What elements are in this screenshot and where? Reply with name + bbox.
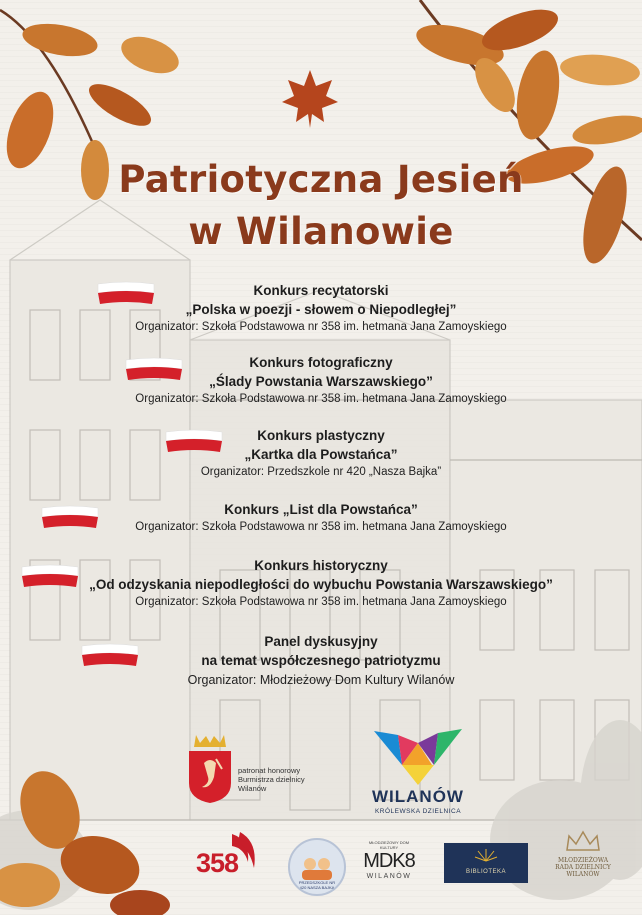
event-title: Konkurs recytatorski <box>253 283 389 298</box>
event-title: Konkurs historyczny <box>254 558 388 573</box>
crown-icon <box>565 830 601 852</box>
mdk-top-label: MŁODZIEŻOWY DOM KULTURY <box>368 840 410 850</box>
event-photography <box>0 353 642 408</box>
warsaw-coat-of-arms-icon <box>186 733 234 805</box>
event-subtitle: „Polska w poezji - słowem o Niepodległej” <box>185 302 457 317</box>
patronage-line2: Burmistrza dzielnicy <box>238 775 305 784</box>
kindergarten-420-logo <box>288 838 346 896</box>
patronage-line3: Wilanów <box>238 784 267 793</box>
event-organizer: Organizator: Szkoła Podstawowa nr 358 im. hetmana Jana Zamoyskiego <box>135 521 507 533</box>
event-organizer: Organizator: Młodzieżowy Dom Kultury Wilanów <box>187 673 455 687</box>
council-line1: MŁODZIEŻOWA <box>557 857 609 864</box>
school-number: 358 <box>196 848 239 878</box>
maple-leaf-icon <box>280 68 340 130</box>
sun-rays-icon <box>474 847 498 863</box>
event-subtitle: na temat współczesnego patriotyzmu <box>201 653 441 668</box>
autumn-leaves-bottom-icon <box>0 770 180 915</box>
mdk-sub: WILANÓW <box>366 873 412 880</box>
event-title: Konkurs plastyczny <box>257 428 385 443</box>
wilanow-crown-logo-icon <box>372 725 464 787</box>
event-history <box>0 556 642 611</box>
page-title-line2: w Wilanowie <box>188 210 454 253</box>
council-line3: WILANÓW <box>566 871 600 878</box>
council-line2: RADA DZIELNICY <box>555 864 611 871</box>
event-subtitle: „Ślady Powstania Warszawskiego” <box>209 374 433 389</box>
event-title: Konkurs fotograficzny <box>249 355 393 370</box>
event-letter <box>0 500 642 536</box>
school-358-logo <box>192 828 264 882</box>
library-logo <box>444 843 528 883</box>
event-organizer: Organizator: Przedszkole nr 420 „Nasza Bajka” <box>200 466 442 478</box>
mdk-name: MDK8 <box>363 850 415 872</box>
event-panel <box>0 632 642 690</box>
event-title: Panel dyskusyjny <box>264 634 378 649</box>
event-organizer: Organizator: Szkoła Podstawowa nr 358 im. hetmana Jana Zamoyskiego <box>135 393 507 405</box>
page-title-line1: Patriotyczna Jesień <box>118 158 524 201</box>
mdk-logo <box>360 840 418 880</box>
kindergarten-label: PRZEDSZKOLE NR 420 NASZA BAJKA <box>298 880 336 890</box>
youth-council-logo <box>548 830 618 878</box>
library-label: BIBLIOTEKA <box>465 869 506 875</box>
wilanow-logo-tagline: KRÓLEWSKA DZIELNICA <box>374 808 462 815</box>
event-title: Konkurs „List dla Powstańca” <box>224 502 418 517</box>
event-organizer: Organizator: Szkoła Podstawowa nr 358 im. hetmana Jana Zamoyskiego <box>135 596 507 608</box>
event-subtitle: „Od odzyskania niepodległości do wybuchu Powstania Warszawskiego” <box>89 577 553 592</box>
patronage-text <box>238 766 305 793</box>
wilanow-logo-name: WILANÓW <box>372 787 464 806</box>
event-art <box>0 426 642 481</box>
event-subtitle: „Kartka dla Powstańca” <box>244 447 398 462</box>
event-organizer: Organizator: Szkoła Podstawowa nr 358 im. hetmana Jana Zamoyskiego <box>135 321 507 333</box>
event-recitation <box>0 281 642 336</box>
patronage-line1: patronat honorowy <box>238 766 301 775</box>
